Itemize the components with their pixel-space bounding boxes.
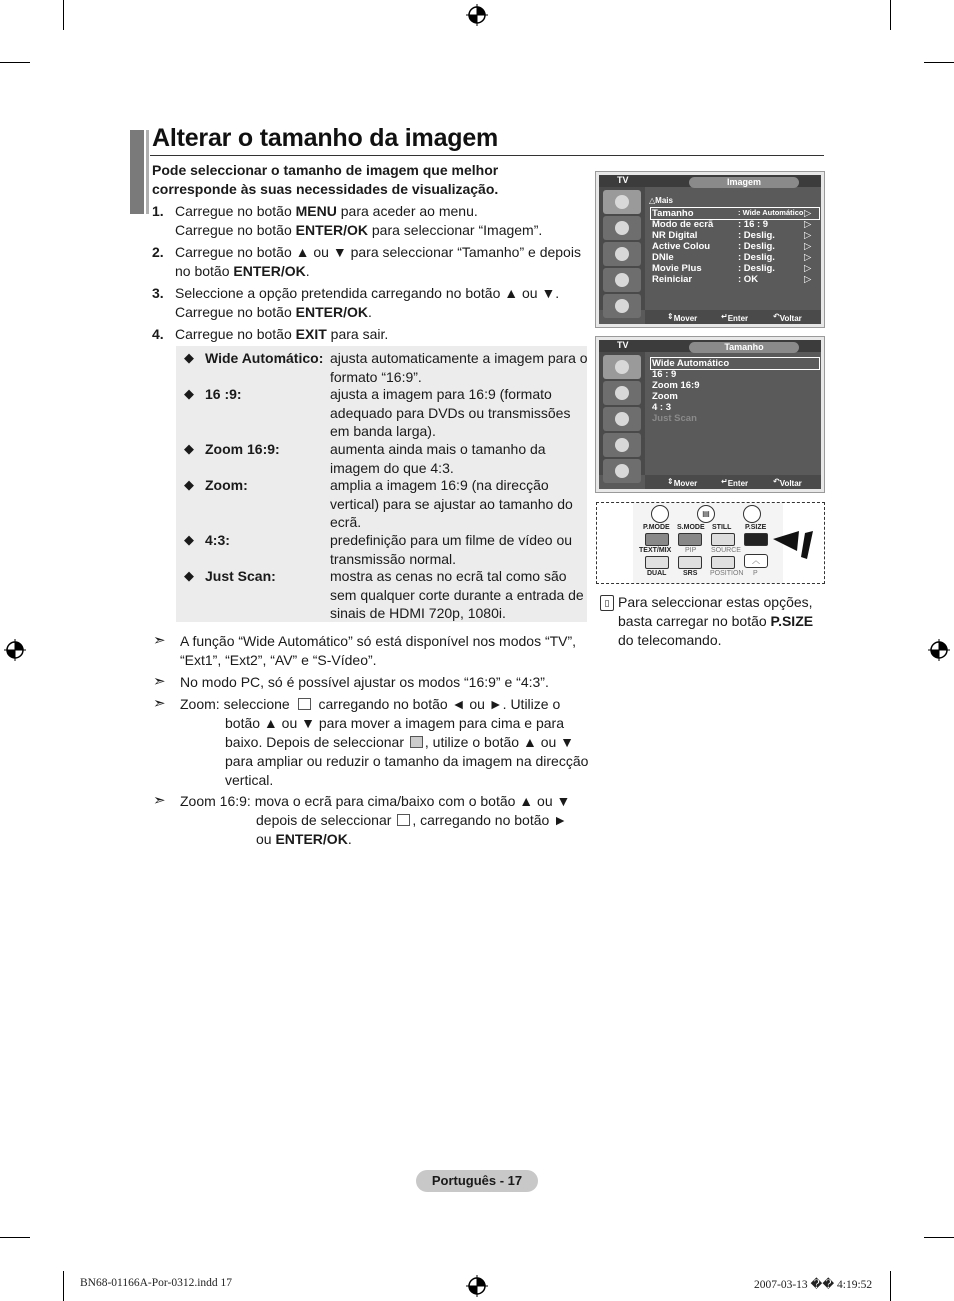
channel-menu-icon	[603, 242, 641, 266]
pointer-arrow-icon	[773, 527, 821, 561]
pmode-round-button[interactable]	[651, 505, 669, 523]
note-text: , utilize o botão ▲ ou ▼	[424, 734, 575, 750]
crop-mark	[63, 1271, 64, 1301]
note-text: A função “Wide Automático” só está disponível nos modos “TV”, “Ext1”, “Ext2”, “AV” e “S-Vídeo”.	[180, 633, 577, 668]
psize-button[interactable]	[744, 533, 768, 546]
osd-row[interactable]: Movie Plus : Deslig. ▷	[652, 263, 812, 274]
diamond-bullet-icon: ◆	[184, 477, 194, 492]
back-hint: ↶ Voltar	[773, 477, 802, 488]
note-lead: Zoom: seleccione	[180, 696, 290, 712]
osd-tv-label: TV	[617, 340, 629, 350]
option-desc: ajusta automaticamente a imagem para o formato “16:9”.	[330, 350, 588, 385]
diamond-bullet-icon: ◆	[184, 441, 194, 456]
osd-title: Imagem	[689, 177, 799, 188]
title-accent-bar	[130, 130, 144, 214]
osd-screen	[599, 340, 821, 489]
key-label: P.SIZE	[770, 613, 814, 629]
registration-mark-icon	[466, 1275, 488, 1297]
crop-mark	[890, 1271, 891, 1301]
step-text: .	[367, 304, 372, 320]
key-label: ENTER/OK	[295, 222, 368, 238]
round-button[interactable]	[743, 505, 761, 523]
osd-title: Tamanho	[689, 342, 799, 353]
note-text: botão ▲ ou ▼ para mover a imagem para cima e para	[225, 715, 564, 731]
pmode-label: P.MODE	[643, 524, 670, 531]
step-text: Carregue no botão	[175, 203, 296, 219]
osd-option-disabled: Just Scan	[652, 413, 697, 424]
hint-text: Para seleccionar estas opções, basta carregar no botão P.SIZE do telecomando.	[618, 594, 814, 648]
step-text: para sair.	[326, 326, 389, 342]
step-number: 2.	[152, 244, 164, 260]
osd-more-label: △Mais	[649, 196, 673, 205]
osd-row[interactable]: Tamanho : Wide Automático ▷	[652, 208, 812, 219]
position-label: POSITION	[710, 570, 744, 577]
remote-note-icon: ▯	[600, 595, 614, 611]
note-item	[153, 632, 593, 670]
pmode-button[interactable]	[645, 533, 669, 546]
step-text: .	[305, 263, 310, 279]
step-text: Seleccione a opção pretendida carregando no botão ▲ ou ▼. Carregue no botão	[175, 285, 560, 320]
size-icon	[410, 736, 423, 748]
sound-menu-icon	[603, 216, 641, 240]
diamond-bullet-icon: ◆	[184, 568, 194, 583]
setup-menu-icon	[603, 433, 641, 457]
osd-sidebar	[599, 352, 645, 475]
picture-menu-icon	[603, 355, 641, 379]
osd-header	[599, 340, 821, 352]
osd-row[interactable]: DNIe : Deslig. ▷	[652, 252, 812, 263]
key-label: MENU	[295, 203, 337, 219]
step-item	[152, 202, 592, 240]
step-number: 1.	[152, 203, 164, 219]
diamond-bullet-icon: ◆	[184, 532, 194, 547]
textmix-label: TEXT/MIX	[639, 547, 672, 554]
option-desc: mostra as cenas no ecrã tal como são sem qualquer corte durante a entrada de sinais de HDMI 720p, 1080i.	[330, 568, 584, 621]
date-slug: 2007-03-13 �� 4:19:52	[754, 1279, 873, 1291]
note-arrow-icon: ➣	[153, 632, 166, 649]
diamond-bullet-icon: ◆	[184, 350, 194, 365]
setup-menu-icon	[603, 268, 641, 292]
crop-mark	[63, 0, 64, 30]
note-text: mova o ecrã para cima/baixo com o botão ▲ ou ▼	[254, 793, 571, 809]
note-arrow-icon: ➣	[153, 792, 166, 809]
channel-menu-icon	[603, 407, 641, 431]
position-icon	[397, 814, 410, 826]
note-text: baixo. Depois de seleccionar	[225, 734, 404, 750]
step-number: 4.	[152, 326, 164, 342]
teletext-icon[interactable]: ▤	[697, 505, 715, 523]
page-title: Alterar o tamanho da imagem	[152, 124, 499, 152]
position-icon	[298, 698, 311, 710]
option-desc: predefinição para um filme de vídeo ou transmissão normal.	[330, 532, 573, 567]
crop-mark	[890, 0, 891, 30]
enter-hint: ↵ Enter	[721, 312, 749, 323]
back-hint: ↶ Voltar	[773, 312, 802, 323]
note-item	[153, 673, 593, 692]
note-text: depois de seleccionar	[256, 812, 392, 828]
title-accent-bar	[146, 130, 149, 214]
note-text: .	[347, 831, 352, 847]
remote-illustration	[596, 502, 825, 584]
note-text: No modo PC, só é possível ajustar os modos “16:9” e “4:3”.	[180, 674, 549, 690]
still-button[interactable]	[711, 533, 735, 546]
still-label: STILL	[712, 524, 732, 531]
step-number: 3.	[152, 285, 164, 301]
source-button[interactable]	[711, 556, 735, 569]
note-item	[153, 695, 598, 791]
option-name: Wide Automático:	[205, 350, 324, 366]
file-slug: BN68-01166A-Por-0312.indd 17	[80, 1277, 233, 1289]
intro-text: Pode seleccionar o tamanho de imagem que melhor corresponde às suas necessidades de visualização.	[152, 162, 499, 197]
move-hint: ⇕ Mover	[667, 477, 698, 488]
dual-label: DUAL	[647, 570, 667, 577]
psize-label: P.SIZE	[745, 524, 767, 531]
title-divider	[150, 155, 824, 156]
note-item	[153, 792, 598, 852]
input-menu-icon	[603, 459, 641, 483]
note-text: para ampliar ou reduzir o tamanho da imagem na direcção	[225, 753, 589, 769]
note-arrow-icon: ➣	[153, 673, 166, 690]
pip-label: PIP	[685, 547, 697, 554]
note-text: , carregando no botão ►	[412, 812, 568, 828]
step-item	[152, 243, 592, 281]
osd-row[interactable]: Modo de ecrã : 16 : 9 ▷	[652, 219, 812, 230]
osd-screen	[599, 175, 821, 324]
registration-mark-icon	[928, 639, 950, 661]
option-name: Zoom:	[205, 477, 248, 493]
key-label: ENTER/OK	[295, 304, 368, 320]
step-text: Carregue no botão	[175, 326, 296, 342]
remote-body	[633, 503, 783, 583]
srs-label: SRS	[683, 570, 698, 577]
diamond-bullet-icon: ◆	[184, 386, 194, 401]
osd-option[interactable]: Zoom	[652, 391, 678, 402]
osd-header	[599, 175, 821, 187]
smode-button[interactable]	[678, 533, 702, 546]
note-text: carregando no botão ◄ ou ►. Utilize o	[318, 696, 561, 712]
source-label: SOURCE	[711, 547, 741, 554]
osd-menu-picture	[595, 171, 825, 328]
option-desc: amplia a imagem 16:9 (na direcção vertical) para se ajustar ao tamanho do ecrã.	[330, 477, 573, 530]
osd-row[interactable]: NR Digital : Deslig. ▷	[652, 230, 812, 241]
smode-label: S.MODE	[677, 524, 705, 531]
osd-footer	[645, 310, 821, 324]
osd-option[interactable]: Zoom 16:9	[652, 380, 700, 391]
option-name: Zoom 16:9:	[205, 441, 280, 457]
step-item	[152, 325, 592, 344]
crop-mark	[0, 1237, 30, 1238]
steps-list	[152, 202, 592, 347]
registration-mark-icon	[4, 639, 26, 661]
move-hint: ⇕ Mover	[667, 312, 698, 323]
step-text: para seleccionar “Imagem”.	[367, 222, 543, 238]
enter-hint: ↵ Enter	[721, 477, 749, 488]
key-label: ENTER/OK	[275, 831, 348, 847]
option-name: Just Scan:	[205, 568, 276, 584]
step-text: Carregue no botão ▲ ou ▼ para seleccionar “Tamanho” e depois no botão	[175, 244, 581, 279]
osd-row[interactable]: Active Colou : Deslig. ▷	[652, 241, 812, 252]
picture-menu-icon	[603, 190, 641, 214]
key-label: ENTER/OK	[233, 263, 306, 279]
option-desc: aumenta ainda mais o tamanho da imagem do que 4:3.	[330, 441, 546, 476]
channel-up-icon[interactable]: ︿	[744, 554, 768, 568]
osd-footer	[645, 475, 821, 489]
page-number-badge: Português - 17	[416, 1170, 538, 1192]
crop-mark	[0, 62, 30, 63]
key-label: EXIT	[295, 326, 327, 342]
input-menu-icon	[603, 294, 641, 318]
note-text: ou	[256, 831, 276, 847]
osd-option[interactable]: 16 : 9	[652, 369, 677, 380]
option-name: 16 :9:	[205, 386, 242, 402]
registration-mark-icon	[466, 4, 488, 26]
osd-option[interactable]: Wide Automático	[652, 358, 730, 369]
note-arrow-icon: ➣	[153, 695, 166, 712]
osd-row[interactable]: Reiniciar : OK ▷	[652, 274, 812, 285]
step-item	[152, 284, 592, 322]
textmix-button[interactable]	[645, 556, 669, 569]
option-desc: ajusta a imagem para 16:9 (formato adequado para DVDs ou transmissões em banda larga).	[330, 386, 571, 439]
osd-option[interactable]: 4 : 3	[652, 402, 672, 413]
step-text: para aceder ao menu. Carregue no botão	[175, 203, 478, 238]
pip-button[interactable]	[678, 556, 702, 569]
crop-mark	[924, 1237, 954, 1238]
sound-menu-icon	[603, 381, 641, 405]
osd-tv-label: TV	[617, 175, 629, 185]
crop-mark	[924, 62, 954, 63]
osd-sidebar	[599, 187, 645, 310]
osd-menu-size	[595, 336, 825, 493]
note-lead: Zoom 16:9:	[180, 793, 251, 809]
note-text: vertical.	[225, 772, 274, 788]
p-label: P	[753, 570, 758, 577]
option-name: 4:3:	[205, 532, 230, 548]
